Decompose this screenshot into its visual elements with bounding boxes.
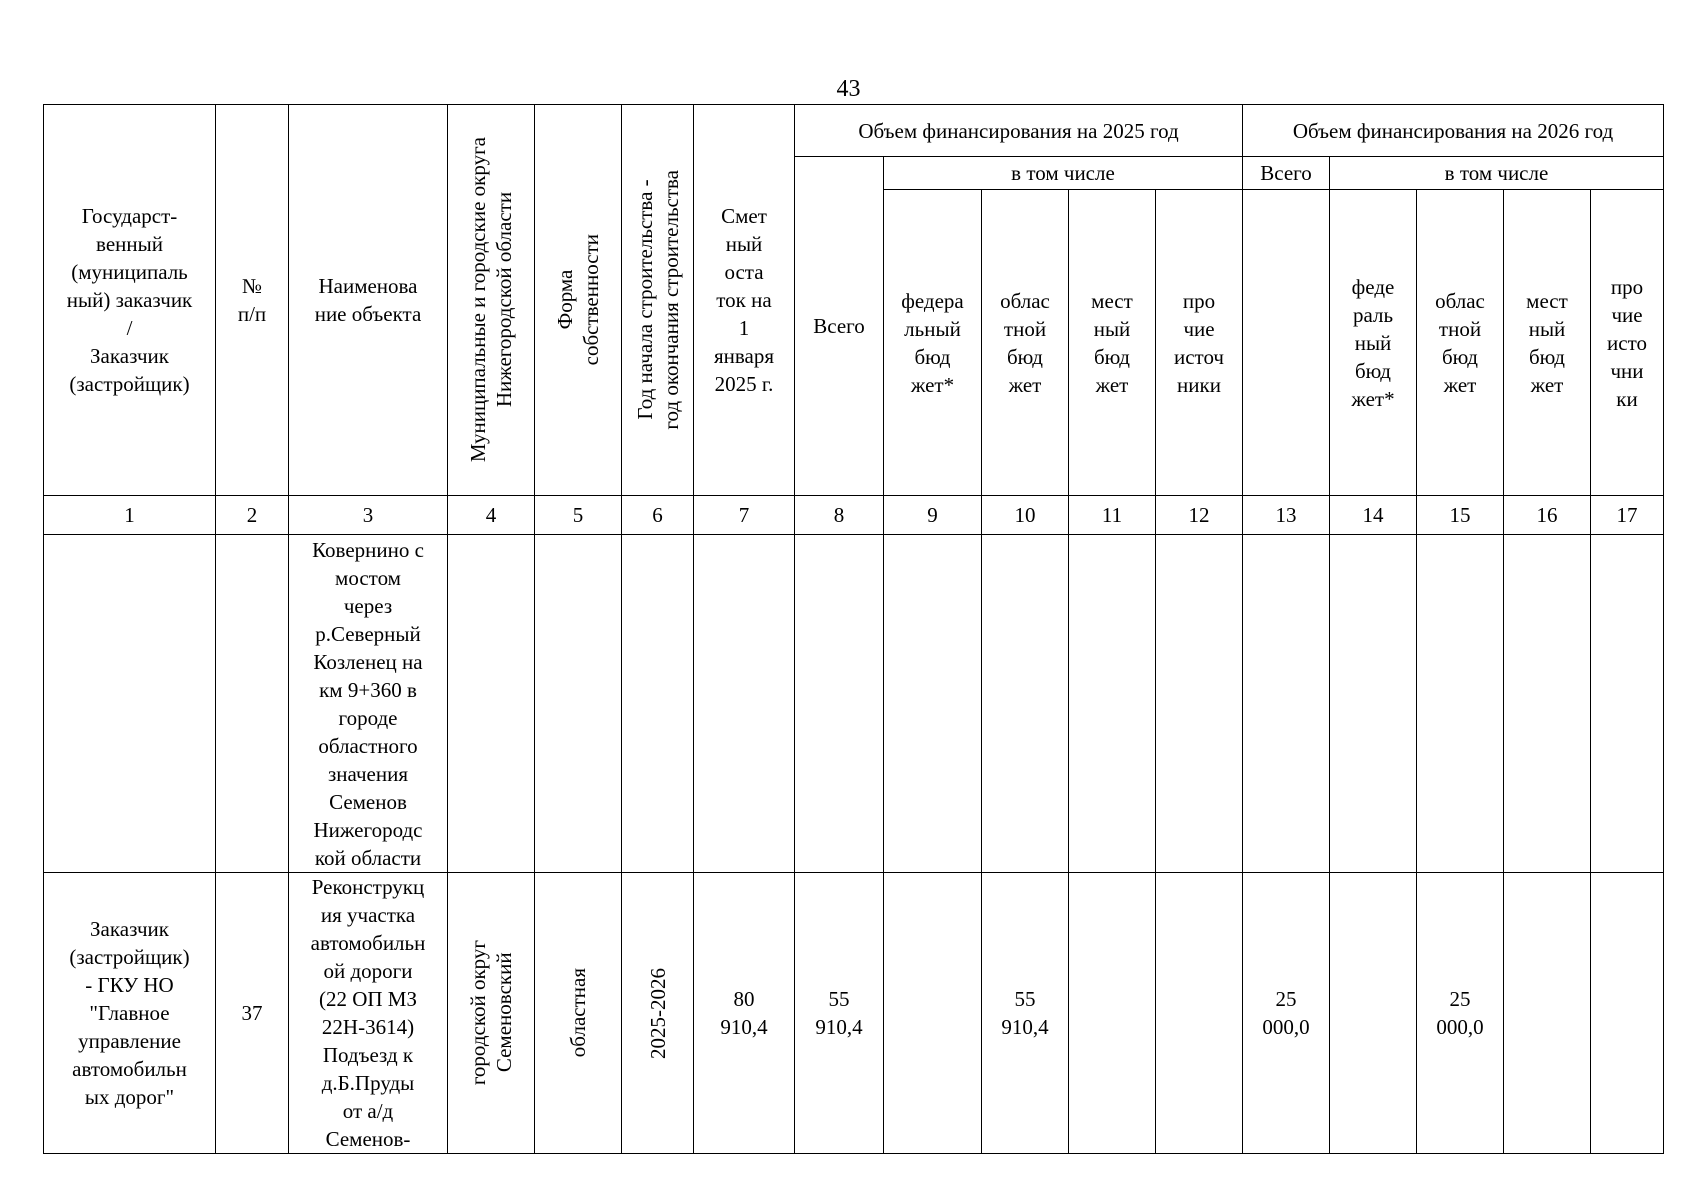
cell-empty (535, 535, 622, 873)
column-number: 7 (694, 496, 795, 535)
column-number: 10 (982, 496, 1069, 535)
header-total-2025: Всего (795, 157, 884, 496)
cell-empty (44, 535, 216, 873)
header-number: № п/п (216, 105, 289, 496)
cell-empty (622, 535, 694, 873)
header-regional-2026: облас тной бюд жет (1417, 190, 1504, 496)
ownership-cell: областная (535, 873, 622, 1154)
column-number: 8 (795, 496, 884, 535)
column-number: 15 (1417, 496, 1504, 535)
header-municipality: Муниципальные и городские округа Нижегородской области (448, 105, 535, 496)
cell-empty (1330, 535, 1417, 873)
local-2025-cell (1069, 873, 1156, 1154)
cell-empty (1417, 535, 1504, 873)
cell-empty (1243, 535, 1330, 873)
financing-table (43, 104, 1664, 1154)
column-number: 6 (622, 496, 694, 535)
column-number: 16 (1504, 496, 1591, 535)
column-number: 13 (1243, 496, 1330, 535)
cell-empty (694, 535, 795, 873)
cell-empty (1504, 535, 1591, 873)
column-number: 12 (1156, 496, 1243, 535)
total-2026-cell: 25 000,0 (1243, 873, 1330, 1154)
table-row-37 (44, 873, 1664, 1154)
cell-empty (982, 535, 1069, 873)
regional-2026-cell: 25 000,0 (1417, 873, 1504, 1154)
header-federal-2025: федера льный бюд жет* (884, 190, 982, 496)
years-cell: 2025-2026 (622, 873, 694, 1154)
column-number: 1 (44, 496, 216, 535)
customer-cell: Заказчик (застройщик) - ГКУ НО "Главное управление автомобильн ых дорог" (44, 873, 216, 1154)
header-years: Год начала строительства - год окончания строительства (622, 105, 694, 496)
cell-empty (1156, 535, 1243, 873)
header-regional-2025: облас тной бюд жет (982, 190, 1069, 496)
cell-empty (448, 535, 535, 873)
header-balance: Смет ный оста ток на 1 января 2025 г. (694, 105, 795, 496)
column-number: 9 (884, 496, 982, 535)
regional-2025-cell: 55 910,4 (982, 873, 1069, 1154)
column-number: 11 (1069, 496, 1156, 535)
other-2026-cell (1591, 873, 1664, 1154)
row-number-cell: 37 (216, 873, 289, 1154)
header-total-2026-blank (1243, 190, 1330, 496)
column-number: 3 (289, 496, 448, 535)
cell-empty (1069, 535, 1156, 873)
object-name-cell: Реконструкц ия участка автомобильн ой дороги (22 ОП МЗ 22Н-3614) Подъезд к д.Б.Пруды от а/д Семенов- (289, 873, 448, 1154)
cell-empty (1591, 535, 1664, 873)
header-total-2026: Всего (1243, 157, 1330, 190)
total-2025-cell: 55 910,4 (795, 873, 884, 1154)
column-number: 17 (1591, 496, 1664, 535)
federal-2025-cell (884, 873, 982, 1154)
cell-empty (884, 535, 982, 873)
header-local-2026: мест ный бюд жет (1504, 190, 1591, 496)
header-including-2026: в том числе (1330, 157, 1664, 190)
header-local-2025: мест ный бюд жет (1069, 190, 1156, 496)
federal-2026-cell (1330, 873, 1417, 1154)
header-object-name: Наименова ние объекта (289, 105, 448, 496)
header-customer: Государст- венный (муниципаль ный) заказчик / Заказчик (застройщик) (44, 105, 216, 496)
page-number: 43 (836, 76, 861, 102)
column-number: 4 (448, 496, 535, 535)
column-numbers-row (44, 496, 1664, 535)
header-financing-2025: Объем финансирования на 2025 год (795, 105, 1243, 157)
table-row-continued (44, 535, 1664, 873)
header-including-2025: в том числе (884, 157, 1243, 190)
header-financing-2026: Объем финансирования на 2026 год (1243, 105, 1664, 157)
header-other-2025: про чие источ ники (1156, 190, 1243, 496)
header-federal-2026: феде раль ный бюд жет* (1330, 190, 1417, 496)
header-other-2026: про чие исто чни ки (1591, 190, 1664, 496)
column-number: 5 (535, 496, 622, 535)
municipality-cell: городской округ Семеновский (448, 873, 535, 1154)
cell-empty (216, 535, 289, 873)
other-2025-cell (1156, 873, 1243, 1154)
column-number: 2 (216, 496, 289, 535)
local-2026-cell (1504, 873, 1591, 1154)
cell-empty (795, 535, 884, 873)
header-ownership: Форма собственности (535, 105, 622, 496)
balance-cell: 80 910,4 (694, 873, 795, 1154)
object-name-continued: Ковернино с мостом через р.Северный Козленец на км 9+360 в городе областного значения Семенов Нижегородс кой области (289, 535, 448, 873)
column-number: 14 (1330, 496, 1417, 535)
